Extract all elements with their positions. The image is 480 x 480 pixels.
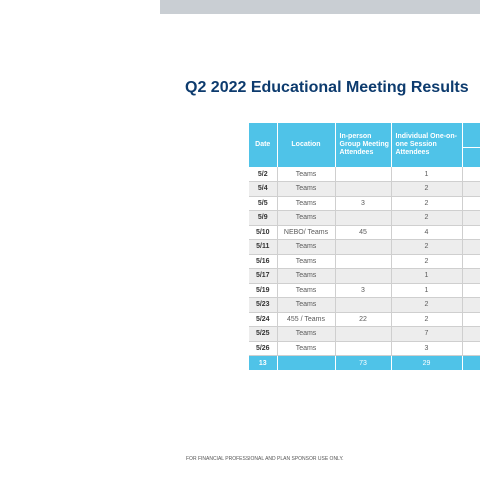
location-cell: Teams <box>277 167 335 182</box>
date-cell: 5/26 <box>249 341 277 356</box>
cut-off-cell <box>462 283 480 298</box>
date-cell: 5/5 <box>249 196 277 211</box>
cut-off-cell <box>462 240 480 255</box>
table-row <box>249 254 480 269</box>
group-cell: 3 <box>335 283 391 298</box>
location-cell: Teams <box>277 327 335 342</box>
individual-cell: 1 <box>391 269 462 284</box>
location-cell: Teams <box>277 182 335 197</box>
cut-off-cell <box>462 167 480 182</box>
group-cell <box>335 298 391 313</box>
group-cell <box>335 240 391 255</box>
total-group-cell: 73 <box>335 356 391 371</box>
date-cell: 5/9 <box>249 211 277 226</box>
date-cell: 5/19 <box>249 283 277 298</box>
table-row <box>249 327 480 342</box>
date-cell: 5/24 <box>249 312 277 327</box>
group-cell: 45 <box>335 225 391 240</box>
group-cell <box>335 327 391 342</box>
date-cell: 5/2 <box>249 167 277 182</box>
cut-off-cell <box>462 211 480 226</box>
header-cut-off-column <box>462 123 480 167</box>
individual-cell: 2 <box>391 196 462 211</box>
header-location: Location <box>277 123 335 167</box>
group-cell <box>335 254 391 269</box>
group-cell <box>335 269 391 284</box>
individual-cell: 2 <box>391 211 462 226</box>
page-title: Q2 2022 Educational Meeting Results <box>185 79 469 96</box>
group-cell <box>335 167 391 182</box>
date-cell: 5/23 <box>249 298 277 313</box>
table-row <box>249 225 480 240</box>
date-cell: 5/4 <box>249 182 277 197</box>
cut-off-cell <box>462 269 480 284</box>
cut-off-cell <box>462 254 480 269</box>
date-cell: 5/16 <box>249 254 277 269</box>
table-row <box>249 240 480 255</box>
total-individual-cell: 29 <box>391 356 462 371</box>
table-row <box>249 283 480 298</box>
table-row <box>249 341 480 356</box>
date-cell: 5/11 <box>249 240 277 255</box>
cut-off-cell <box>462 356 480 371</box>
location-cell: Teams <box>277 211 335 226</box>
location-cell: Teams <box>277 269 335 284</box>
group-cell <box>335 182 391 197</box>
location-cell: NEBO/ Teams <box>277 225 335 240</box>
cut-off-cell <box>462 182 480 197</box>
date-cell: 5/25 <box>249 327 277 342</box>
location-cell: Teams <box>277 283 335 298</box>
date-cell: 5/10 <box>249 225 277 240</box>
top-gray-bar <box>160 0 480 14</box>
individual-cell: 2 <box>391 182 462 197</box>
table-row <box>249 298 480 313</box>
table-row <box>249 167 480 182</box>
table-total-row <box>249 356 480 371</box>
individual-cell: 4 <box>391 225 462 240</box>
cut-off-cell <box>462 327 480 342</box>
location-cell: Teams <box>277 341 335 356</box>
location-cell: Teams <box>277 196 335 211</box>
table-row <box>249 312 480 327</box>
location-cell: Teams <box>277 298 335 313</box>
table-body <box>249 167 480 370</box>
individual-cell: 2 <box>391 298 462 313</box>
location-cell: Teams <box>277 240 335 255</box>
group-cell <box>335 341 391 356</box>
location-cell: Teams <box>277 254 335 269</box>
table-row <box>249 269 480 284</box>
individual-cell: 1 <box>391 283 462 298</box>
table-row <box>249 182 480 197</box>
location-cell: 455 / Teams <box>277 312 335 327</box>
cut-off-cell <box>462 196 480 211</box>
individual-cell: 7 <box>391 327 462 342</box>
group-cell: 22 <box>335 312 391 327</box>
individual-cell: 2 <box>391 240 462 255</box>
total-location-cell <box>277 356 335 371</box>
cut-off-cell <box>462 298 480 313</box>
table-header-row <box>249 123 480 167</box>
header-date: Date <box>249 123 277 167</box>
date-cell: 5/17 <box>249 269 277 284</box>
total-date-cell: 13 <box>249 356 277 371</box>
individual-cell: 2 <box>391 312 462 327</box>
cut-off-cell <box>462 225 480 240</box>
disclaimer-text: FOR FINANCIAL PROFESSIONAL AND PLAN SPONSOR USE ONLY. <box>186 456 344 462</box>
meeting-results-table <box>249 123 480 370</box>
table-row <box>249 211 480 226</box>
table-row <box>249 196 480 211</box>
group-cell <box>335 211 391 226</box>
header-group-attendees: In-person Group Meeting Attendees <box>335 123 391 167</box>
individual-cell: 2 <box>391 254 462 269</box>
cut-off-cell <box>462 341 480 356</box>
cut-off-cell <box>462 312 480 327</box>
individual-cell: 3 <box>391 341 462 356</box>
header-individual-attendees: Individual One-on-one Session Attendees <box>391 123 462 167</box>
group-cell: 3 <box>335 196 391 211</box>
individual-cell: 1 <box>391 167 462 182</box>
